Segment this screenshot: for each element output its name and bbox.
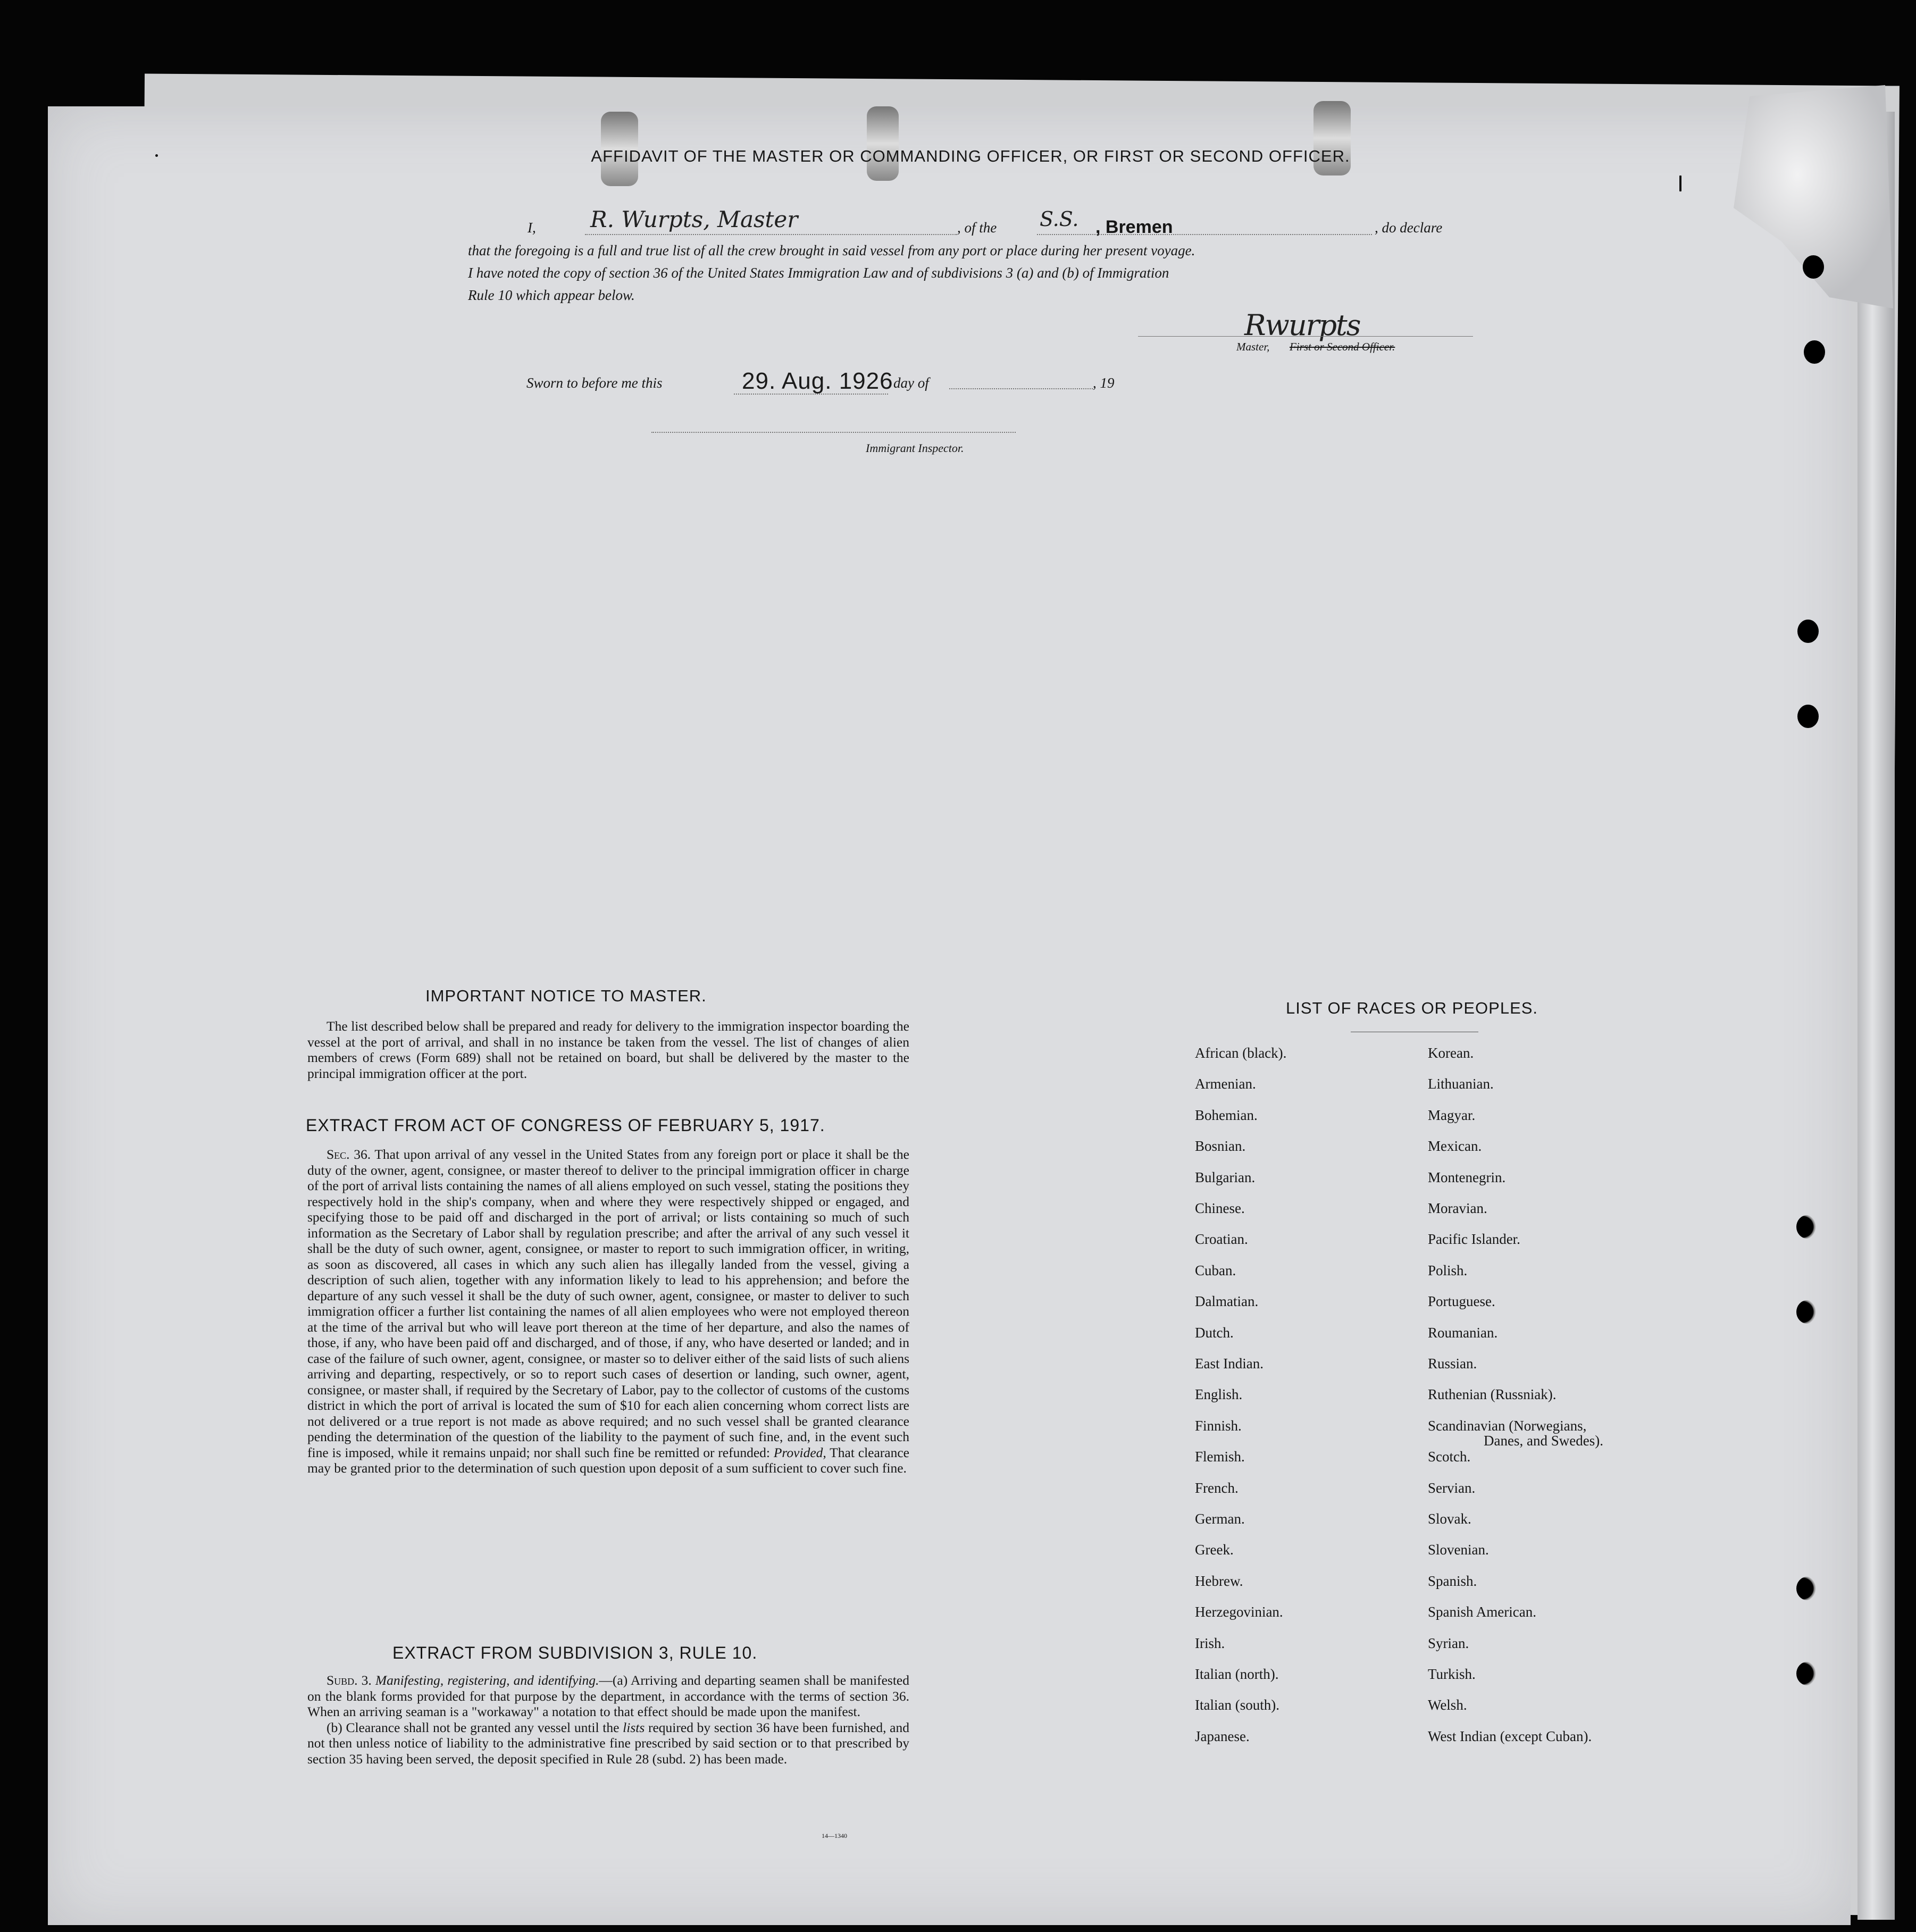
punch-hole [1796,1662,1818,1685]
race-item: Syrian. [1428,1635,1469,1651]
race-item: Herzegovinian. [1195,1604,1283,1620]
race-item: Pacific Islander. [1428,1231,1520,1248]
form-number: 14—1340 [822,1832,847,1839]
affidavit-body-line: that the foregoing is a full and true list of all the crew brought in said vessel from any port or place during her present voyage. [468,242,1195,258]
affidavit-body-line: Rule 10 which appear below. [468,287,635,303]
affidavit-of-the: , of the [957,220,997,236]
sworn-date-stamp: 29. Aug. 1926 [742,368,893,394]
sworn-prefix: Sworn to before me this [526,375,663,391]
sworn-day-of: day of [893,375,929,391]
rule-extract-text: Subd. 3. Manifesting, registering, and identifying.—(a) Arriving and departing seamen shall be manifested on the blank forms provided for that purpose by the department, in accordance with the terms of section 36. When an arriving seaman is a "workaway" a notation to that effect should be made upon the manifest. (b) Clearance shall not be granted any vessel until the lists required by section 36 have been furnished, and not then unless notice of liability to the administrative fine prescribed by said section or to that prescribed by section 35 having been served, the deposit specified in Rule 28 (subd. 2) has been made. [307,1672,909,1767]
race-item: Italian (north). [1195,1666,1279,1682]
page-edges [1858,112,1895,1920]
race-item: Slovenian. [1428,1542,1489,1558]
race-item: Ruthenian (Russniak). [1428,1386,1557,1403]
race-item-continuation: Danes, and Swedes). [1484,1432,1603,1449]
race-item: German. [1195,1511,1245,1527]
races-title: LIST OF RACES OR PEOPLES. [1285,999,1538,1017]
race-item: Spanish American. [1428,1604,1536,1620]
race-item: Servian. [1428,1479,1476,1496]
race-item: Bosnian. [1195,1138,1246,1155]
race-item: Dalmatian. [1195,1293,1259,1310]
race-item: Korean. [1428,1045,1474,1061]
signature-caption-struck: First or Second Officer. [1290,340,1395,353]
race-item: Scotch. [1428,1449,1471,1465]
punch-hole [1797,620,1819,643]
act-extract-title: EXTRACT FROM ACT OF CONGRESS OF FEBRUARY 5, 1917. [306,1116,825,1135]
race-item: Polish. [1428,1262,1468,1278]
punch-hole [1797,705,1819,728]
race-item: English. [1195,1386,1243,1403]
signature-caption-master: Master, [1236,340,1270,353]
race-item: Dutch. [1195,1324,1234,1341]
punch-hole [1803,255,1824,279]
race-item: Irish. [1195,1635,1225,1651]
master-name-handwritten: R. Wurpts, Master [590,206,798,232]
race-item: Hebrew. [1195,1573,1243,1589]
race-item: East Indian. [1195,1356,1264,1371]
race-item: Bulgarian. [1195,1169,1256,1185]
affidavit-i: I, [528,220,536,236]
notice-text: The list described below shall be prepared and ready for delivery to the immigration inspector boarding the vessel at the port of arrival, and shall in no instance be taken from the vessel. The list of changes of alien members of crews (Form 689) shall not be retained on board, but shall be delivered by the master to the principal immigration officer at the port. [307,1018,909,1081]
race-item: Roumanian. [1428,1324,1498,1341]
race-item: African (black). [1195,1045,1287,1061]
act-extract-text: Sec. 36. That upon arrival of any vessel in the United States from any foreign port or place it shall be the duty of the owner, agent, consignee, or master thereof to deliver to the principal immigration officer in charge of the port of arrival lists containing the names of all aliens employed on such vessel, stating the positions they respectively hold in the ship's company, when and where they were respectively shipped or engaged, and specifying those to be paid off and discharged in the port of arrival; or lists containing so much of such information as the Secretary of Labor shall by regulation prescribe; and after the arrival of any such vessel it shall be the duty of such owner, agent, consignee, or master to report to such immigration officer, in writing, as soon as discovered, all cases in which any such alien has illegally landed from the vessel, giving a description of such alien, together with any information likely to lead to his apprehension; and before the departure of any such vessel it shall be the duty of such owner, agent, consignee, or master to deliver to such immigration officer a further list containing the names of all alien employees who were not employed thereon at the time of the arrival but who will leave port thereon at the time of her departure, and also the names of those, if any, who have been paid off and discharged, and of those, if any, who have deserted or landed; and in case of the failure of such owner, agent, consignee, or master so to deliver either of the said lists of such aliens arriving and departing, respectively, or so to report such cases of desertion or landing, such owner, agent, consignee, or master shall, if required by the Secretary of Labor, pay to the collector of customs of the customs district in which the port of arrival is located the sum of $10 for each alien concerning whom correct lists are not delivered or a true report is not made as above required; and no such vessel shall be granted clearance pending the determination of the question of the liability to the payment of such fine, and, in the event such fine is imposed, while it remains unpaid; nor shall such fine be remitted or refunded: Provided, That clearance may be granted prior to the determination of such question upon deposit of a sum sufficient to cover such fine. [307,1147,909,1476]
race-item: Greek. [1195,1542,1234,1558]
affidavit-do-declare: , do declare [1375,220,1443,236]
race-item: Italian (south). [1195,1697,1279,1713]
master-signature: Rwurpts [1244,308,1360,342]
race-item: Magyar. [1428,1107,1476,1123]
race-item: Flemish. [1195,1449,1245,1465]
race-item: Armenian. [1195,1076,1256,1092]
binding-clip [867,106,899,181]
race-item: Finnish. [1195,1417,1242,1434]
vessel-prefix-handwritten: S.S. [1040,207,1079,231]
race-item: Welsh. [1428,1697,1467,1713]
race-item: Cuban. [1195,1262,1236,1278]
punch-hole [1804,340,1825,364]
race-item: Russian. [1428,1356,1477,1371]
race-item: Montenegrin. [1428,1169,1506,1185]
race-item: Japanese. [1195,1728,1250,1744]
sworn-year: , 19 [1093,375,1115,391]
vessel-name: , Bremen [1095,217,1173,237]
race-item: Slovak. [1428,1511,1471,1527]
notice-title: IMPORTANT NOTICE TO MASTER. [425,986,707,1005]
race-item: Bohemian. [1195,1107,1258,1123]
race-item: French. [1195,1479,1239,1496]
affidavit-title: AFFIDAVIT OF THE MASTER OR COMMANDING OFFICER, OR FIRST OR SECOND OFFICER. [591,147,1350,165]
affidavit-body-line: I have noted the copy of section 36 of the United States Immigration Law and of subdivisions 3 (a) and (b) of Immigration [468,265,1169,281]
punch-hole [1796,1215,1818,1239]
race-item: Lithuanian. [1428,1076,1494,1092]
race-item: Moravian. [1428,1200,1487,1216]
race-item: Croatian. [1195,1231,1248,1248]
rule-extract-title: EXTRACT FROM SUBDIVISION 3, RULE 10. [392,1643,758,1662]
race-item: Spanish. [1428,1573,1477,1589]
race-item: West Indian (except Cuban). [1428,1728,1592,1744]
punch-hole [1796,1300,1818,1324]
race-item: Portuguese. [1428,1293,1495,1310]
race-item: Turkish. [1428,1666,1476,1682]
race-item: Mexican. [1428,1138,1482,1155]
race-item: Scandinavian (Norwegians, [1428,1417,1587,1434]
punch-hole [1796,1577,1818,1600]
race-item: Chinese. [1195,1200,1245,1216]
inspector-caption: Immigrant Inspector. [866,441,964,455]
